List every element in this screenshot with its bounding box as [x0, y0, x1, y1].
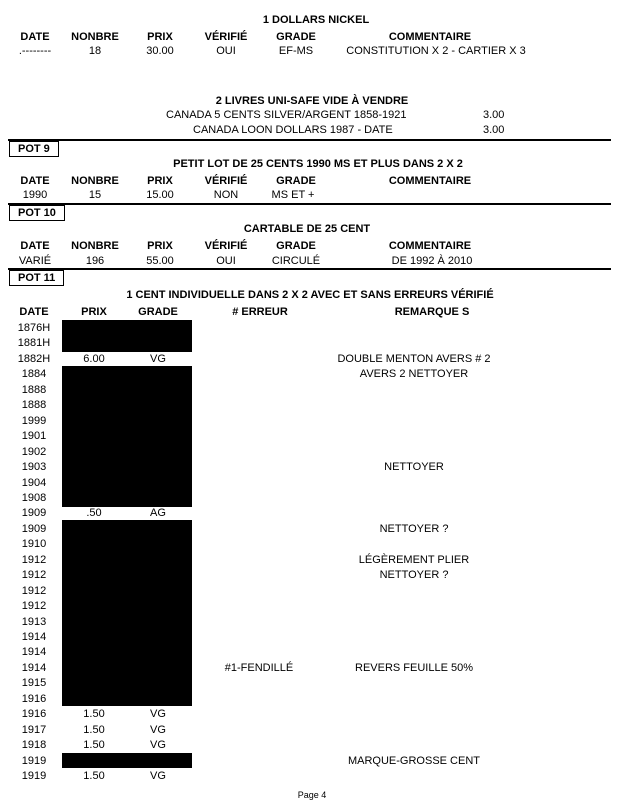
- col-commentaire-header: COMMENTAIRE: [388, 240, 472, 252]
- cell-date: 1915: [21, 677, 47, 690]
- table-row: [0, 615, 625, 630]
- cell-remarque: NETTOYER ?: [379, 569, 449, 582]
- cell-commentaire: DE 1992 À 2010: [391, 255, 473, 267]
- col-grade-header: GRADE: [276, 175, 316, 187]
- table-row: [0, 460, 625, 475]
- cell-erreur: #1-FENDILLÉ: [224, 661, 294, 674]
- col-commentaire-header: COMMENTAIRE: [388, 175, 472, 187]
- cell-nombre: 196: [85, 255, 105, 267]
- cell-date: 1919: [21, 754, 47, 767]
- table-row: [0, 630, 625, 645]
- col-date-header: DATE: [19, 306, 49, 318]
- cell-date: 1918: [21, 739, 47, 752]
- cell-verifie: OUI: [216, 255, 236, 267]
- cell-prix: 6.00: [83, 352, 105, 365]
- col-commentaire-header: COMMENTAIRE: [388, 31, 472, 43]
- cell-nombre: 15: [88, 189, 102, 201]
- col-prix-header: PRIX: [147, 31, 173, 43]
- pot-label: POT 11: [9, 270, 64, 286]
- cell-date: 1999: [21, 414, 47, 427]
- table-row: [0, 491, 625, 506]
- col-prix-header: PRIX: [147, 240, 173, 252]
- col-nombre-header: NONBRE: [71, 240, 119, 252]
- col-nombre-header: NONBRE: [71, 175, 119, 187]
- cell-grade: VG: [150, 723, 166, 736]
- section1-title: 1 DOLLARS NICKEL: [262, 14, 370, 26]
- cell-date: 1888: [21, 399, 47, 412]
- cell-date: 1914: [21, 661, 47, 674]
- col-verifie-header: VÉRIFIÉ: [204, 31, 248, 43]
- table-row: [0, 429, 625, 444]
- cell-prix: 1.50: [83, 739, 105, 752]
- cell-date: 1912: [21, 553, 47, 566]
- table-row: [0, 769, 625, 784]
- cell-date: VARIÉ: [18, 255, 52, 267]
- cell-date: 1902: [21, 445, 47, 458]
- cell-prix: 55.00: [146, 255, 174, 267]
- table-row: [0, 398, 625, 413]
- col-date-header: DATE: [20, 240, 50, 252]
- cell-date: 1912: [21, 584, 47, 597]
- page-number: Page 4: [297, 790, 327, 800]
- pot9-title: PETIT LOT DE 25 CENTS 1990 MS ET PLUS DANS 2 X 2: [173, 158, 463, 170]
- pot-label: POT 9: [9, 141, 59, 157]
- cell-remarque: REVERS FEUILLE 50%: [355, 661, 473, 674]
- cell-date: 1884: [21, 368, 47, 381]
- table-row: [0, 522, 625, 537]
- cell-prix: 1.50: [83, 723, 105, 736]
- cell-grade: VG: [150, 770, 166, 783]
- col-erreur-header: # ERREUR: [232, 306, 288, 318]
- table-row: [0, 723, 625, 738]
- table-row: [0, 383, 625, 398]
- col-prix-header: PRIX: [147, 175, 173, 187]
- table-row: [0, 321, 625, 336]
- cell-date: 1916: [21, 692, 47, 705]
- table-row: [0, 661, 625, 676]
- cell-grade: CIRCULÉ: [271, 255, 321, 267]
- cell-grade: VG: [150, 352, 166, 365]
- col-verifie-header: VÉRIFIÉ: [204, 240, 248, 252]
- cell-date: 1882H: [17, 352, 51, 365]
- cell-prix: 30.00: [146, 45, 174, 57]
- pot-label: POT 10: [9, 205, 65, 221]
- cell-verifie: NON: [213, 189, 239, 201]
- cell-date: 1919: [21, 770, 47, 783]
- cell-date: 1901: [21, 430, 47, 443]
- cell-date: 1914: [21, 646, 47, 659]
- col-nombre-header: NONBRE: [71, 31, 119, 43]
- cell-prix: 15.00: [146, 189, 174, 201]
- list-item-price: 3.00: [483, 109, 505, 121]
- list-item-label: CANADA LOON DOLLARS 1987 - DATE: [193, 124, 393, 136]
- cell-prix: 1.50: [83, 708, 105, 721]
- table-row: [0, 506, 625, 521]
- cell-date: 1917: [21, 723, 47, 736]
- cell-date: 1908: [21, 491, 47, 504]
- cell-grade: VG: [150, 708, 166, 721]
- table-row: [0, 367, 625, 382]
- table-row: [0, 414, 625, 429]
- divider: [8, 139, 611, 141]
- cell-remarque: NETTOYER: [384, 461, 444, 474]
- section2-title: 2 LIVRES UNI-SAFE VIDE À VENDRE: [215, 95, 409, 107]
- table-row: [0, 476, 625, 491]
- col-verifie-header: VÉRIFIÉ: [204, 175, 248, 187]
- col-grade-header: GRADE: [138, 306, 178, 318]
- cell-remarque: AVERS 2 NETTOYER: [359, 368, 469, 381]
- col-grade-header: GRADE: [276, 240, 316, 252]
- cell-date: .--------: [18, 45, 52, 57]
- cell-remarque: LÉGÈREMENT PLIER: [358, 553, 470, 566]
- pot10-title: CARTABLE DE 25 CENT: [243, 223, 371, 235]
- table-row: [0, 692, 625, 707]
- cell-remarque: MARQUE-GROSSE CENT: [347, 754, 481, 767]
- cell-date: 1910: [21, 538, 47, 551]
- cell-remarque: DOUBLE MENTON AVERS # 2: [337, 352, 491, 365]
- cell-date: 1909: [21, 522, 47, 535]
- col-remarques-header: REMARQUE S: [394, 306, 470, 318]
- cell-date: 1913: [21, 615, 47, 628]
- table-row: [0, 584, 625, 599]
- cell-date: 1914: [21, 631, 47, 643]
- col-date-header: DATE: [20, 31, 50, 43]
- table-row: [0, 599, 625, 614]
- cell-grade: VG: [150, 739, 166, 752]
- cell-grade: MS ET +: [271, 189, 315, 201]
- cell-date: 1990: [22, 189, 48, 201]
- cell-date: 1916: [21, 708, 47, 721]
- cell-date: 1876H: [17, 322, 51, 334]
- cell-date: 1912: [21, 600, 47, 613]
- table-row: [0, 707, 625, 722]
- table-row: [0, 738, 625, 753]
- divider: [8, 203, 611, 205]
- table-row: [0, 445, 625, 460]
- cell-grade: EF-MS: [278, 45, 314, 57]
- table-row: [0, 336, 625, 351]
- list-item-label: CANADA 5 CENTS SILVER/ARGENT 1858-1921: [166, 109, 407, 121]
- table-row: [0, 553, 625, 568]
- col-prix-header: PRIX: [81, 306, 107, 318]
- table-row: [0, 676, 625, 691]
- divider: [8, 268, 611, 270]
- table-row: [0, 352, 625, 367]
- cell-date: 1881H: [17, 337, 51, 350]
- cell-verifie: OUI: [216, 45, 236, 57]
- col-grade-header: GRADE: [276, 31, 316, 43]
- cell-prix: 1.50: [83, 770, 105, 783]
- cell-grade: AG: [150, 507, 166, 520]
- table-row: [0, 537, 625, 552]
- cell-nombre: 18: [88, 45, 102, 57]
- cell-date: 1909: [21, 507, 47, 520]
- cell-remarque: NETTOYER ?: [379, 522, 449, 535]
- cell-date: 1904: [21, 476, 47, 489]
- col-date-header: DATE: [20, 175, 50, 187]
- cell-commentaire: CONSTITUTION X 2 - CARTIER X 3: [346, 45, 526, 57]
- cell-date: 1903: [21, 461, 47, 474]
- list-item-price: 3.00: [483, 124, 505, 136]
- table-row: [0, 754, 625, 769]
- cell-prix: .50: [86, 507, 102, 520]
- cell-date: 1912: [21, 569, 47, 582]
- table-row: [0, 568, 625, 583]
- table-row: [0, 645, 625, 660]
- cell-date: 1888: [21, 383, 47, 396]
- pot11-title: 1 CENT INDIVIDUELLE DANS 2 X 2 AVEC ET SANS ERREURS VÉRIFIÉ: [126, 289, 494, 301]
